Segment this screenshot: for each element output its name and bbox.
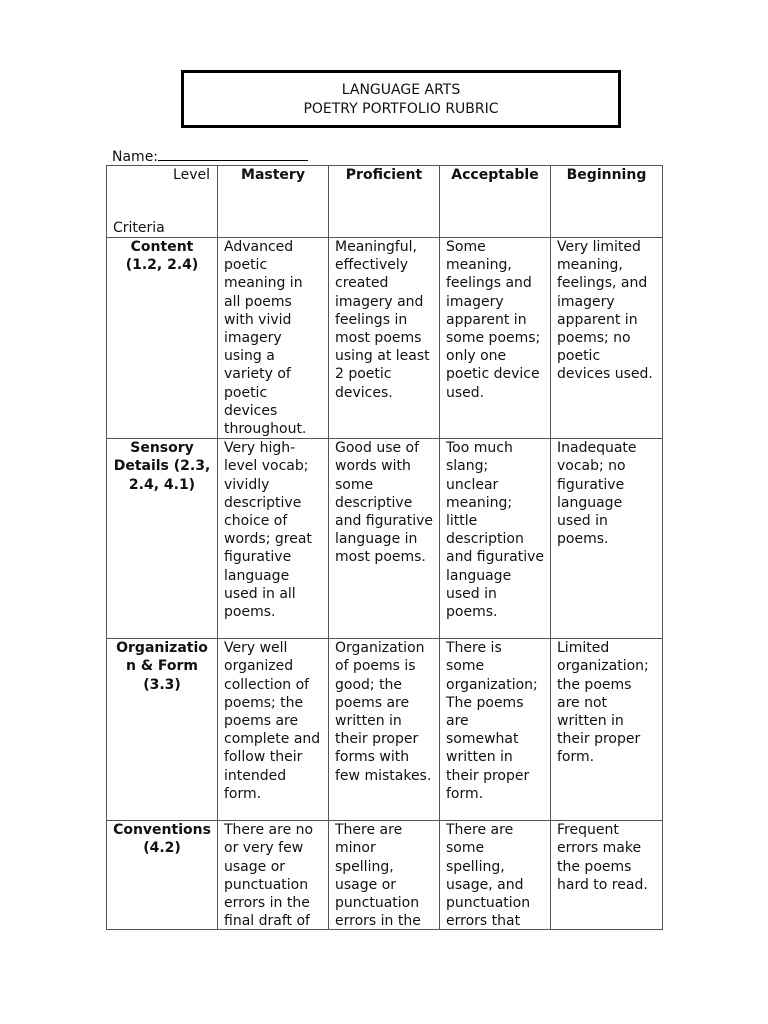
rubric-table	[106, 165, 663, 930]
name-blank-line[interactable]	[158, 146, 308, 161]
criterion-sensory-details: Sensory Details (2.3, 2.4, 4.1)	[107, 439, 218, 639]
corner-level-label: Level	[173, 167, 210, 183]
cell-organization-acceptable: There is some organization; The poems are somewhat written in their proper form.	[440, 639, 551, 821]
cell-conventions-beginning	[551, 821, 663, 930]
level-header-beginning: Beginning	[551, 166, 663, 238]
cell-conventions-proficient	[329, 821, 440, 930]
title-line-1: LANGUAGE ARTS	[341, 82, 461, 98]
table-row	[107, 821, 663, 930]
cell-conventions-beginning-text: Frequent errors make the poems hard to read.	[557, 822, 648, 893]
cell-conventions-mastery-text: There are no or very few usage or punctuation errors in the final draft of	[224, 822, 314, 930]
header-row	[107, 166, 663, 238]
cell-organization-beginning: Limited organization; the poems are not written in their proper form.	[551, 639, 663, 821]
name-label: Name:	[112, 149, 159, 165]
level-header-acceptable: Acceptable	[440, 166, 551, 238]
criterion-organization-form: Organization & Form (3.3)	[107, 639, 218, 821]
cell-content-proficient: Meaningful, effectively created imagery and feelings in most poems using at least 2 poetic devices.	[329, 238, 440, 439]
cell-sensory-beginning: Inadequate vocab; no figurative language used in poems.	[551, 439, 663, 639]
cell-content-beginning: Very limited meaning, feelings, and imagery apparent in poems; no poetic devices used.	[551, 238, 663, 439]
cell-conventions-mastery	[218, 821, 329, 930]
cell-sensory-mastery: Very high-level vocab; vividly descriptive choice of words; great figurative language used in all poems.	[218, 439, 329, 639]
cell-conventions-acceptable	[440, 821, 551, 930]
table-row	[107, 439, 663, 639]
table-row	[107, 639, 663, 821]
criterion-content: Content (1.2, 2.4)	[107, 238, 218, 439]
name-field	[112, 146, 308, 166]
cell-organization-mastery: Very well organized collection of poems; the poems are complete and follow their intended form.	[218, 639, 329, 821]
cell-sensory-proficient: Good use of words with some descriptive and figurative language in most poems.	[329, 439, 440, 639]
cell-content-mastery: Advanced poetic meaning in all poems with vivid imagery using a variety of poetic devices throughout.	[218, 238, 329, 439]
criterion-conventions-text: Conventions (4.2)	[113, 822, 211, 857]
corner-cell	[107, 166, 218, 238]
title-line-2: POETRY PORTFOLIO RUBRIC	[303, 101, 499, 117]
corner-criteria-label: Criteria	[113, 219, 165, 236]
table-row	[107, 238, 663, 439]
level-header-proficient: Proficient	[329, 166, 440, 238]
level-header-mastery: Mastery	[218, 166, 329, 238]
cell-sensory-acceptable: Too much slang; unclear meaning; little description and figurative language used in poems.	[440, 439, 551, 639]
title-box	[181, 70, 621, 128]
cell-content-acceptable: Some meaning, feelings and imagery apparent in some poems; only one poetic device used.	[440, 238, 551, 439]
cell-conventions-acceptable-text: There are some spelling, usage, and punctuation errors that	[446, 822, 531, 930]
cell-conventions-proficient-text: There are minor spelling, usage or punctuation errors in the	[335, 822, 421, 930]
criterion-conventions	[107, 821, 218, 930]
cell-organization-proficient: Organization of poems is good; the poems are written in their proper forms with few mistakes.	[329, 639, 440, 821]
